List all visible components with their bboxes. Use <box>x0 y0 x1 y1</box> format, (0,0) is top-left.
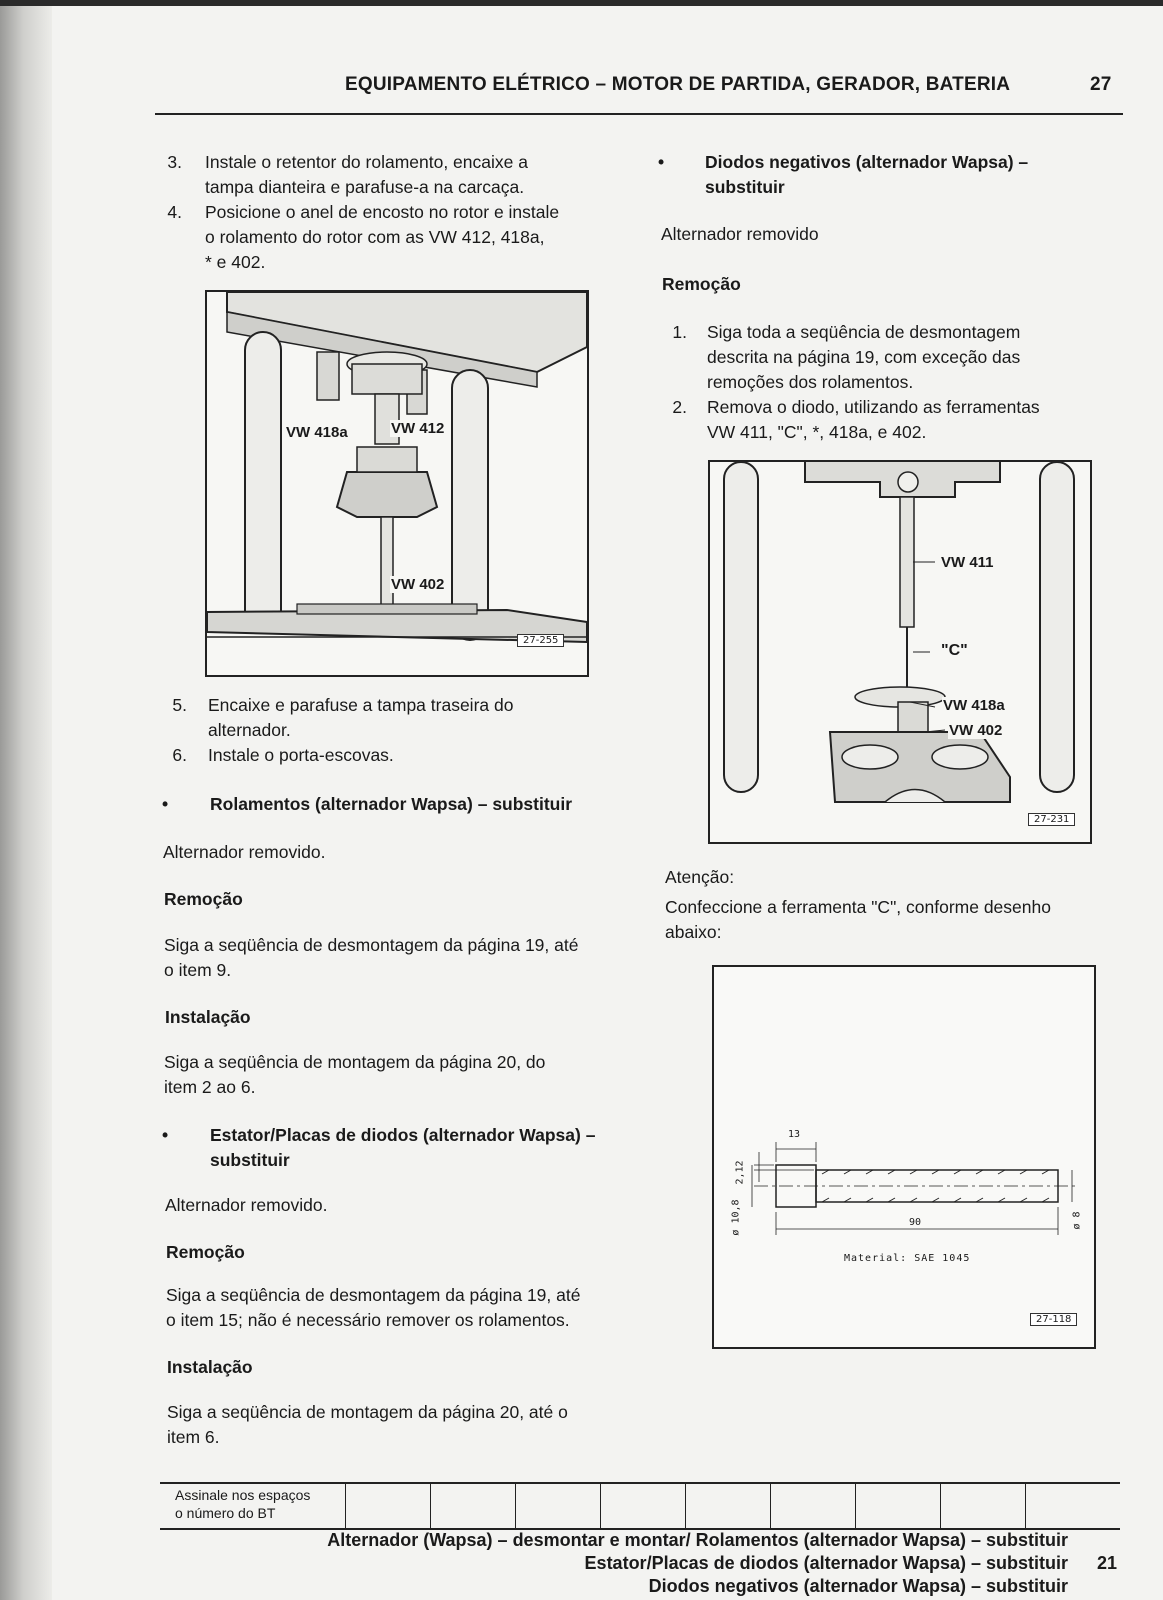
header-page-number: 27 <box>1090 74 1112 95</box>
bullet: • <box>658 152 665 172</box>
paragraph-line: Siga a seqüência de desmontagem da página 19, até <box>164 935 579 955</box>
dim-13: 13 <box>788 1129 801 1140</box>
page-binding-shadow <box>0 0 52 1600</box>
dim-90: 90 <box>909 1217 922 1228</box>
figure-tag: 27-255 <box>517 634 564 647</box>
footer-title-line: Alternador (Wapsa) – desmontar e montar/ Rolamentos (alternador Wapsa) – substituir <box>327 1530 1068 1550</box>
section-title-line: substituir <box>210 1150 290 1170</box>
precondition: Alternador removido <box>661 224 819 244</box>
step-number: 3. <box>167 152 182 172</box>
page-top-edge <box>0 0 1163 6</box>
precondition: Alternador removido. <box>163 842 326 862</box>
attention-heading: Atenção: <box>665 867 735 887</box>
label-vw-411: VW 411 <box>941 554 994 571</box>
paragraph-line: o item 9. <box>164 960 232 980</box>
step-line: o rolamento do rotor com as VW 412, 418a, <box>205 227 545 247</box>
figure-diode-removal <box>708 460 1092 844</box>
figure-tag: 27-118 <box>1030 1313 1077 1326</box>
bt-box[interactable] <box>515 1484 516 1528</box>
heading-remocao: Remoção <box>662 274 741 294</box>
step-line: Instale o porta-escovas. <box>208 745 394 765</box>
label-vw-418a: VW 418a <box>286 424 348 441</box>
paragraph-line: Siga a seqüência de montagem da página 20, do <box>164 1052 546 1072</box>
step-number: 1. <box>672 322 687 342</box>
header-title: EQUIPAMENTO ELÉTRICO – MOTOR DE PARTIDA, GERADOR, BATERIA <box>345 74 1011 95</box>
section-title: Rolamentos (alternador Wapsa) – substituir <box>210 794 573 814</box>
bt-box[interactable] <box>685 1484 686 1528</box>
step-line: remoções dos rolamentos. <box>707 372 914 392</box>
step-number: 5. <box>172 695 187 715</box>
figure-tool-c-drawing <box>712 965 1096 1349</box>
label-vw-418a: VW 418a <box>943 697 1005 714</box>
material-spec: Material: SAE 1045 <box>844 1253 971 1264</box>
bt-box[interactable] <box>1025 1484 1026 1528</box>
footer-note-line: Assinale nos espaços <box>175 1487 311 1503</box>
footer-note <box>175 1486 310 1522</box>
dim-diameter-8: ø 8 <box>1071 1211 1083 1230</box>
bt-box[interactable] <box>855 1484 856 1528</box>
attention-line: abaixo: <box>665 922 722 942</box>
bt-box[interactable] <box>600 1484 601 1528</box>
figure-press-rotor-bearing <box>205 290 589 677</box>
step-line: Instale o retentor do rolamento, encaixe a <box>205 152 528 172</box>
label-vw-402: VW 402 <box>949 722 1003 739</box>
section-title-line: Diodos negativos (alternador Wapsa) – <box>705 152 1029 172</box>
bt-box[interactable] <box>940 1484 941 1528</box>
heading-instalacao: Instalação <box>167 1357 253 1377</box>
step-number: 2. <box>672 397 687 417</box>
precondition: Alternador removido. <box>165 1195 328 1215</box>
step-line: descrita na página 19, com exceção das <box>707 347 1021 367</box>
footer-page-number: 21 <box>1097 1553 1118 1573</box>
press-illustration <box>207 292 587 675</box>
bullet: • <box>162 1125 169 1145</box>
step-line: tampa dianteira e parafuse-a na carcaça. <box>205 177 525 197</box>
step-line: Siga toda a seqüência de desmontagem <box>707 322 1021 342</box>
heading-remocao: Remoção <box>166 1242 245 1262</box>
step-line: Encaixe e parafuse a tampa traseira do <box>208 695 514 715</box>
step-line: VW 411, "C", *, 418a, e 402. <box>707 422 927 442</box>
tool-c-technical-drawing <box>714 967 1094 1347</box>
paragraph-line: item 6. <box>167 1427 220 1447</box>
heading-instalacao: Instalação <box>165 1007 251 1027</box>
dim-2-12: 2,12 <box>734 1160 746 1185</box>
page-header <box>345 74 1115 96</box>
label-tool-c: "C" <box>941 642 968 659</box>
label-vw-402: VW 402 <box>391 576 445 593</box>
section-title-line: substituir <box>705 177 785 197</box>
dim-diameter-10-8: ø 10,8 <box>730 1199 742 1236</box>
step-line: * e 402. <box>205 252 266 272</box>
step-line: Remova o diodo, utilizando as ferramentas <box>707 397 1040 417</box>
footer-note-line: o número do BT <box>175 1505 276 1521</box>
bt-box[interactable] <box>345 1484 346 1528</box>
step-number: 6. <box>172 745 187 765</box>
paragraph-line: Siga a seqüência de desmontagem da página 19, até <box>166 1285 581 1305</box>
footer-title-line: Diodos negativos (alternador Wapsa) – substituir <box>648 1576 1068 1596</box>
bt-box[interactable] <box>430 1484 431 1528</box>
footer-title-line: Estator/Placas de diodos (alternador Wapsa) – substituir <box>584 1553 1068 1573</box>
bullet: • <box>162 794 169 814</box>
heading-remocao: Remoção <box>164 889 243 909</box>
attention-line: Confeccione a ferramenta "C", conforme desenho <box>665 897 1051 917</box>
paragraph-line: Siga a seqüência de montagem da página 20, até o <box>167 1402 568 1422</box>
label-vw-412: VW 412 <box>391 420 445 437</box>
bt-box[interactable] <box>770 1484 771 1528</box>
paragraph-line: item 2 ao 6. <box>164 1077 256 1097</box>
step-line: alternador. <box>208 720 291 740</box>
step-line: Posicione o anel de encosto no rotor e instale <box>205 202 560 222</box>
figure-tag: 27-231 <box>1028 813 1075 826</box>
diode-removal-illustration <box>710 462 1090 842</box>
header-rule <box>155 113 1123 115</box>
section-title-line: Estator/Placas de diodos (alternador Wapsa) – <box>210 1125 596 1145</box>
paragraph-line: o item 15; não é necessário remover os rolamentos. <box>166 1310 570 1330</box>
step-number: 4. <box>167 202 182 222</box>
